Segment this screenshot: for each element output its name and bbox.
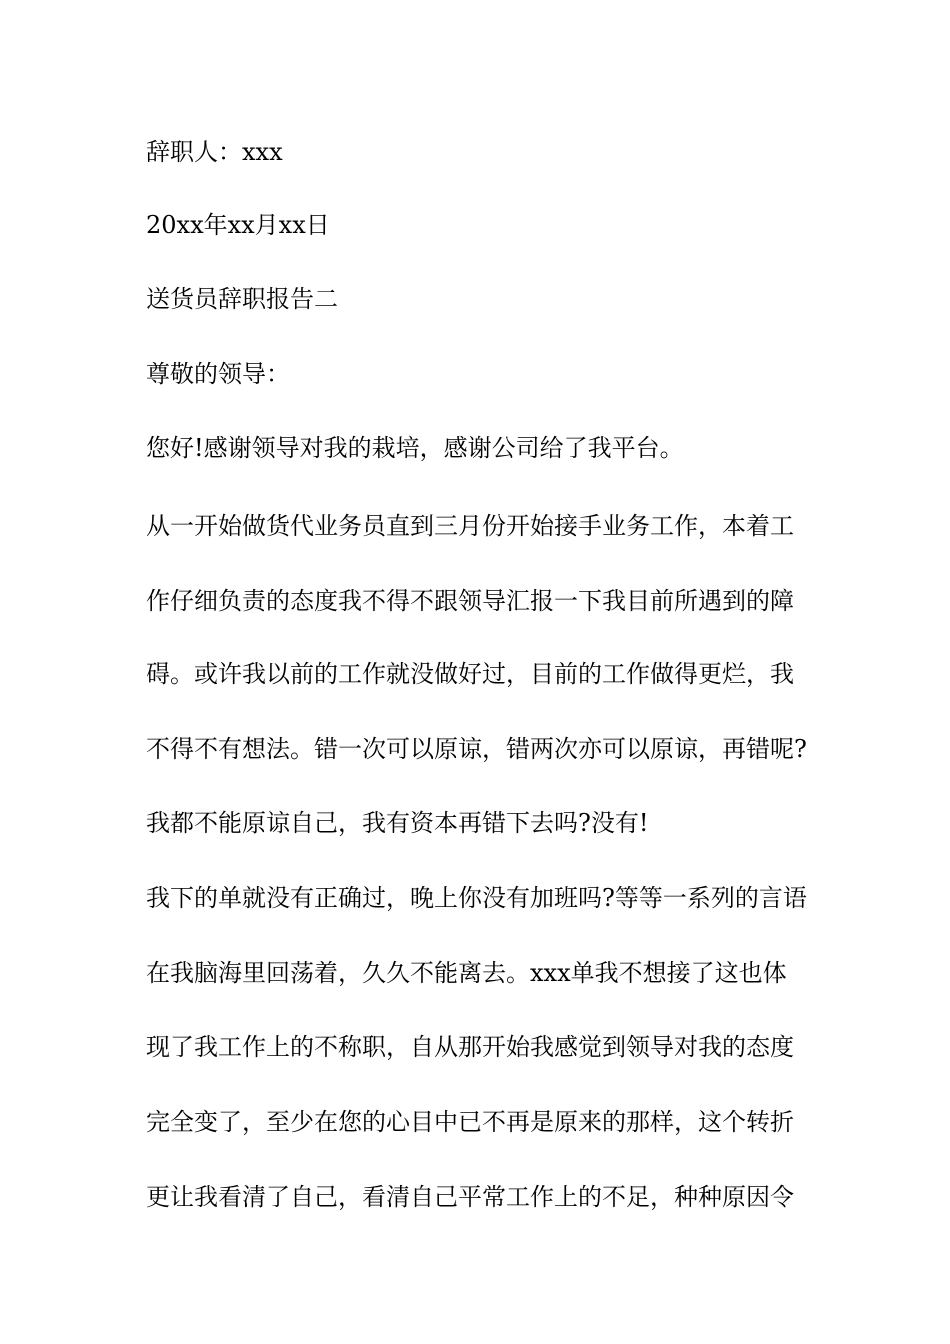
date-line: 20xx年xx月xx日 [146, 211, 330, 239]
signatory-line: 辞职人：xxx [146, 138, 283, 166]
body-line: 从一开始做货代业务员直到三月份开始接手业务工作，本着工 [146, 512, 794, 540]
salutation: 尊敬的领导： [146, 360, 290, 388]
section-title: 送货员辞职报告二 [146, 285, 338, 313]
body-line: 完全变了，至少在您的心目中已不再是原来的那样，这个转折 [146, 1108, 794, 1136]
body-line: 碍。或许我以前的工作就没做好过，目前的工作做得更烂，我 [146, 660, 794, 688]
body-line: 不得不有想法。错一次可以原谅，错两次亦可以原谅，再错呢? [146, 735, 807, 763]
body-line: 在我脑海里回荡着，久久不能离去。xxx单我不想接了这也体 [146, 959, 787, 987]
body-line: 现了我工作上的不称职，自从那开始我感觉到领导对我的态度 [146, 1033, 794, 1061]
body-line: 作仔细负责的态度我不得不跟领导汇报一下我目前所遇到的障 [146, 587, 794, 615]
body-line: 更让我看清了自己，看清自己平常工作上的不足，种种原因令 [146, 1183, 794, 1211]
greeting-paragraph: 您好!感谢领导对我的栽培，感谢公司给了我平台。 [146, 434, 684, 462]
body-line: 我下的单就没有正确过，晚上你没有加班吗?等等一系列的言语 [146, 884, 807, 912]
body-line: 我都不能原谅自己，我有资本再错下去吗?没有! [146, 809, 649, 837]
